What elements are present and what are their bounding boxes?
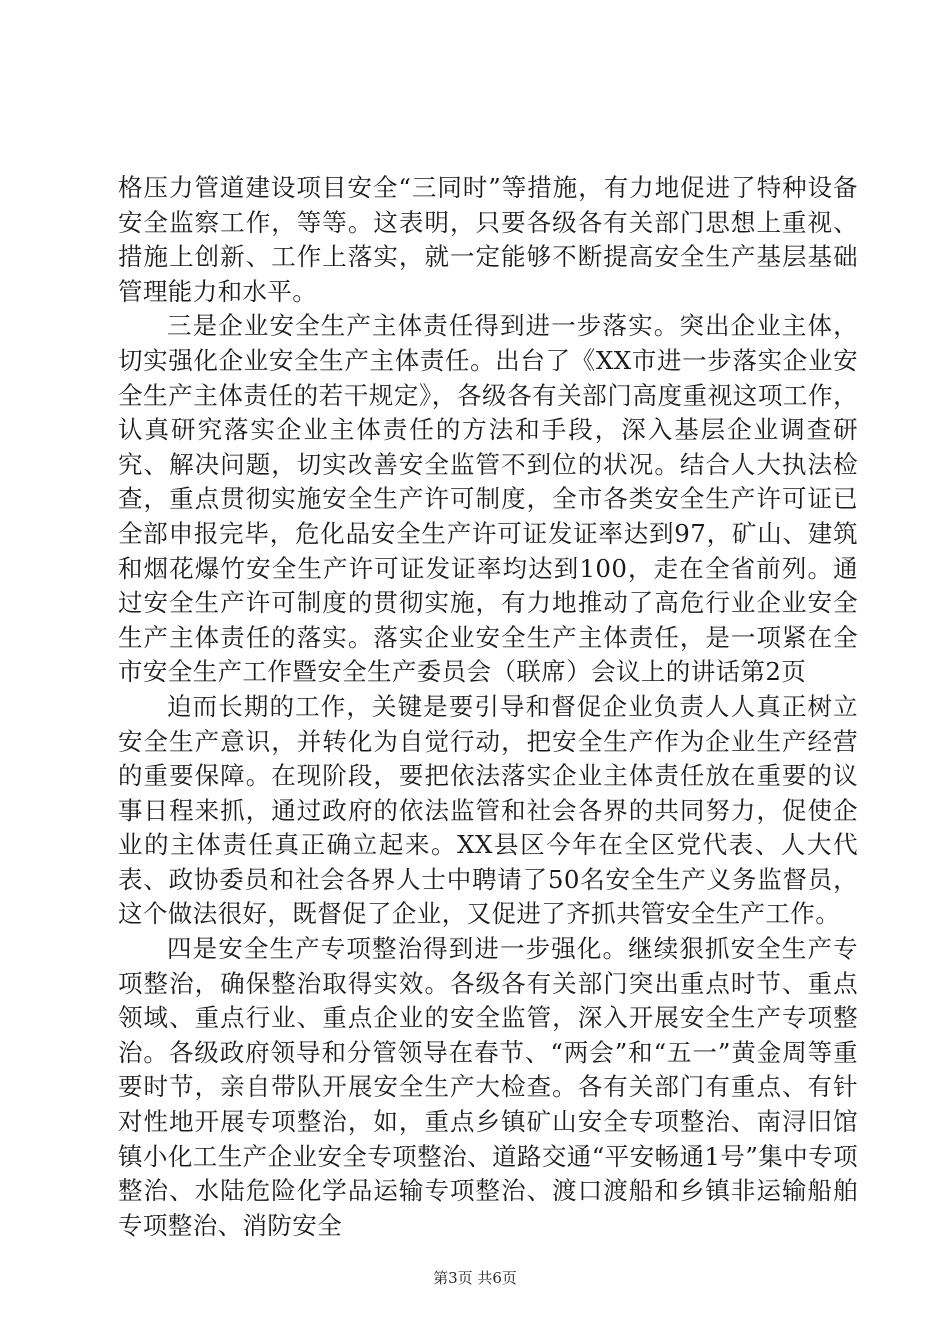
paragraph-4: 四是安全生产专项整治得到进一步强化。继续狠抓安全生产专项整治，确保整治取得实效。各级各有关部门突出重点时节、重点领域、重点行业、重点企业的安全监管，深入开展安全生产专项整治。各级政府领导和分管领导在春节、“两会”和“五一”黄金周等重要时节，亲自带队开展安全生产大检查。各有关部门有重点、有针对性地开展专项整治，如，重点乡镇矿山安全专项整治、南浔旧馆镇小化工生产企业安全专项整治、道路交通“平安畅通1号”集中专项整治、水陆危险化学品运输专项整治、渡口渡船和乡镇非运输船舶专项整治、消防安全 [118, 934, 858, 1240]
page-number-footer: 第3页 共6页 [433, 1269, 517, 1287]
paragraph-1: 格压力管道建设项目安全“三同时”等措施，有力地促进了特种设备安全监察工作，等等。这表明，只要各级各有关部门思想上重视、措施上创新、工作上落实，就一定能够不断提高安全生产基层基础管理能力和水平。 [118, 173, 858, 306]
paragraph-3: 迫而长期的工作，关键是要引导和督促企业负责人人真正树立安全生产意识，并转化为自觉行动，把安全生产作为企业生产经营的重要保障。在现阶段，要把依法落实企业主体责任放在重要的议事日程来抓，通过政府的依法监管和社会各界的共同努力，促使企业的主体责任真正确立起来。XX县区今年在全区党代表、人大代表、政协委员和社会各界人士中聘请了50名安全生产义务监督员，这个做法很好，既督促了企业，又促进了齐抓共管安全生产工作。 [118, 691, 858, 929]
document-body [118, 171, 858, 1243]
paragraph-2: 三是企业安全生产主体责任得到进一步落实。突出企业主体，切实强化企业安全生产主体责任。出台了《XX市进一步落实企业安全生产主体责任的若干规定》，各级各有关部门高度重视这项工作，认真研究落实企业主体责任的方法和手段，深入基层企业调查研究、解决问题，切实改善安全监管不到位的状况。结合人大执法检查，重点贯彻实施安全生产许可制度，全市各类安全生产许可证已全部申报完毕，危化品安全生产许可证发证率达到97，矿山、建筑和烟花爆竹安全生产许可证发证率均达到100，走在全省前列。通过安全生产许可制度的贯彻实施，有力地推动了高危行业企业安全生产主体责任的落实。落实企业安全生产主体责任，是一项紧在全市安全生产工作暨安全生产委员会（联席）会议上的讲话第2页 [118, 311, 858, 687]
